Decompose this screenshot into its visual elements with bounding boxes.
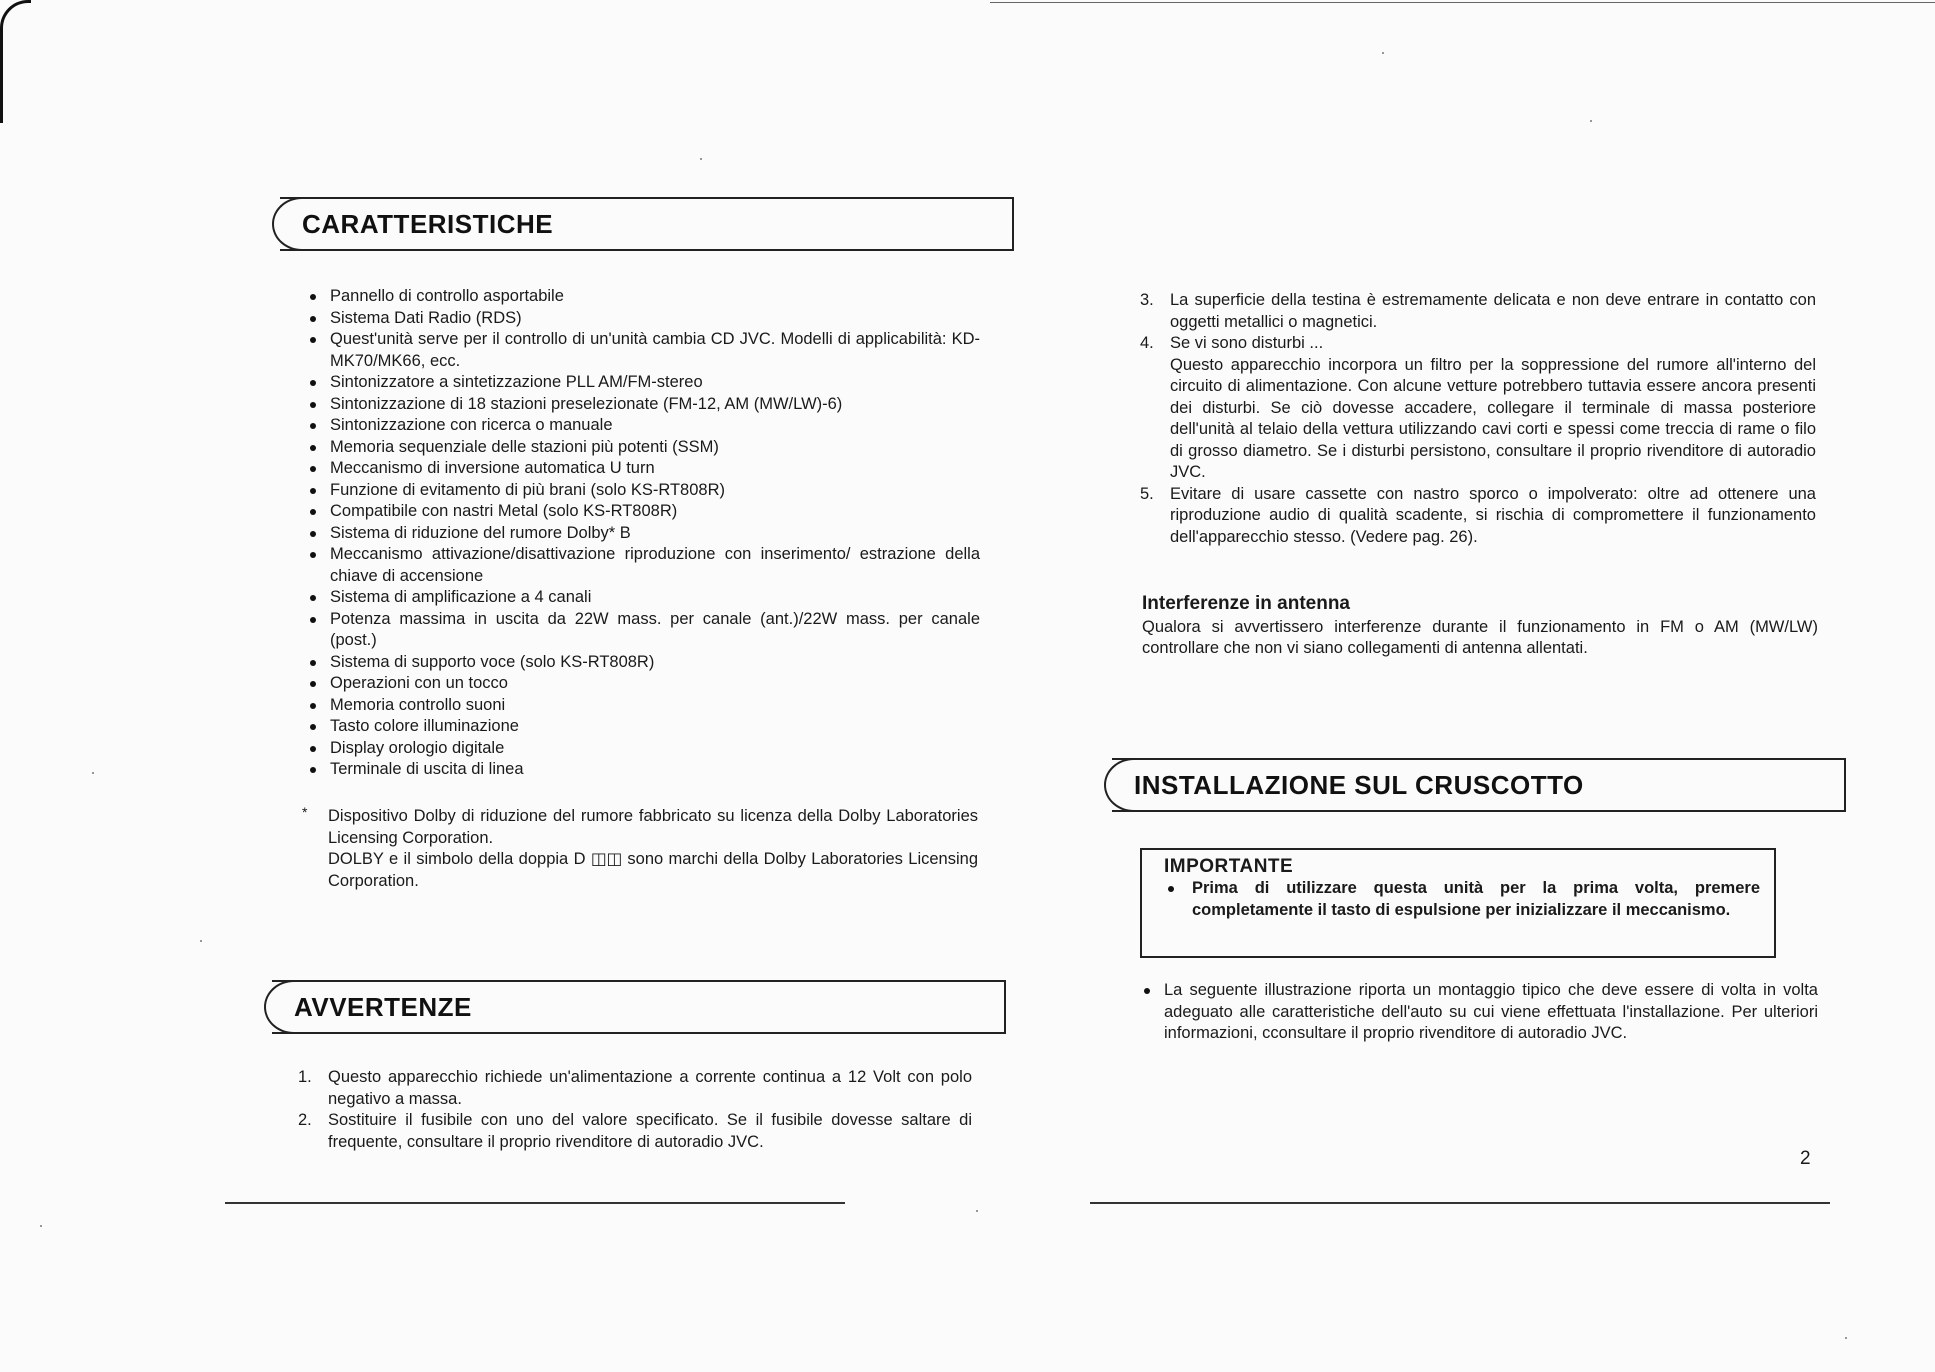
features-list [308,286,980,781]
warning-number: 5. [1140,484,1154,503]
warning-item [1140,290,1816,333]
important-text: Prima di utilizzare questa unità per la prima volta, premere completamente il tasto di espulsione per inizializzare il meccanismo. [1164,878,1760,921]
installation-note [1142,980,1818,1045]
interferenze-section [1142,593,1818,660]
feature-item: Sistema di amplificazione a 4 canali [308,587,980,609]
warnings-list-continued [1140,290,1816,548]
feature-item: Sintonizzazione con ricerca o manuale [308,415,980,437]
speck [92,772,94,774]
speck [1845,1337,1847,1339]
caratteristiche-header [280,197,1014,251]
important-title: IMPORTANTE [1164,856,1294,877]
feature-item: Meccanismo attivazione/disattivazione riproduzione con inserimento/ estrazione della chiave di accensione [308,544,980,587]
installation-bullet: La seguente illustrazione riporta un montaggio tipico che deve essere di volta in volta adeguato alle caratteristiche dell'auto su cui viene effettuata l'installazione. Per ulteriori informazioni, cconsultare il proprio rivenditore di autoradio JVC. [1142,980,1818,1045]
top-rule [990,2,1935,3]
feature-item: Memoria sequenziale delle stazioni più potenti (SSM) [308,437,980,459]
footnote-text: Dispositivo Dolby di riduzione del rumore fabbricato su licenza della Dolby Laboratories Licensing Corporation. [328,807,978,847]
warning-number: 2. [298,1111,312,1129]
feature-item: Terminale di uscita di linea [308,759,980,781]
footnote-star: * [302,804,308,820]
warning-item [298,1110,972,1153]
warnings-list [298,1067,972,1153]
feature-item: Sintonizzatore a sintetizzazione PLL AM/FM-stereo [308,372,980,394]
warning-number: 3. [1140,291,1154,309]
avvertenze-header [272,980,1006,1034]
warnings-list-container [298,1067,972,1153]
feature-item: Funzione di evitamento di più brani (solo KS-RT808R) [308,480,980,502]
feature-item: Memoria controllo suoni [308,695,980,717]
feature-item: Sistema di riduzione del rumore Dolby* B [308,523,980,545]
feature-item: Sistema Dati Radio (RDS) [308,308,980,330]
footnote-text-trademark: DOLBY e il simbolo della doppia D ◫◫ sono marchi della Dolby Laboratories Licensing Corporation. [328,850,978,890]
warning-number: 1. [298,1068,312,1086]
avvertenze-title: AVVERTENZE [294,992,472,1022]
feature-item: Operazioni con un tocco [308,673,980,695]
warning-text: Sostituire il fusibile con uno del valore specificato. Se il fusibile dovesse saltare di frequente, consultare il proprio rivenditore di autoradio JVC. [328,1111,972,1151]
warning-text: La superficie della testina è estremamente delicata e non deve entrare in contatto con oggetti metallici o magnetici. [1170,291,1816,331]
warning-text: Questo apparecchio richiede un'alimentazione a corrente continua a 12 Volt con polo negativo a massa. [328,1068,972,1108]
installazione-title: INSTALLAZIONE SUL CRUSCOTTO [1134,770,1584,800]
feature-item: Tasto colore illuminazione [308,716,980,738]
interferenze-text: Qualora si avvertissero interferenze durante il funzionamento in FM o AM (MW/LW) controllare che non vi siano collegamenti di antenna allentati. [1142,617,1818,657]
interferenze-heading: Interferenze in antenna [1142,593,1350,614]
important-box [1140,848,1776,958]
dolby-footnote [302,804,978,892]
warning-text: Se vi sono disturbi ... [1170,334,1324,352]
feature-item: Potenza massima in uscita da 22W mass. per canale (ant.)/22W mass. per canale (post.) [308,609,980,652]
speck [976,1210,978,1212]
warning-number: 4. [1140,334,1154,352]
speck [200,940,202,942]
feature-item: Compatibile con nastri Metal (solo KS-RT808R) [308,501,980,523]
warning-text-detail: Questo apparecchio incorpora un filtro per la soppressione del rumore all'interno del circuito di alimentazione. Con alcune vetture potrebbero tuttavia essere ancora presenti dei disturbi. Se ciò dovesse accadere, collegare il terminale di massa posteriore dell'unità al telaio della vettura utilizzando cavi corti e spessi come treccia di rame o filo di grosso diametro. Se i disturbi persistono, consultare il proprio rivenditore di autoradio JVC. [1170,355,1816,481]
feature-item: Meccanismo di inversione automatica U turn [308,458,980,480]
scan-edge-artifact [0,0,31,123]
warning-item [298,1067,972,1110]
warning-item [1140,333,1816,484]
installazione-header [1112,758,1846,812]
speck [1590,120,1592,122]
speck [40,1225,42,1227]
warnings-continued-container [1140,290,1816,548]
bottom-rule-right [1090,1202,1830,1204]
warning-item [1140,484,1816,549]
features-list-container [308,286,980,781]
feature-item: Display orologio digitale [308,738,980,760]
feature-item: Sistema di supporto voce (solo KS-RT808R) [308,652,980,674]
speck [700,158,702,160]
installation-bullets [1142,980,1818,1045]
warning-text: Evitare di usare cassette con nastro sporco o impolverato: oltre ad ottenere una riproduzione audio di qualità scadente, si rischia di compromettere il funzionamento dell'apparecchio stesso. (Vedere pag. 26). [1170,484,1816,546]
feature-item: Quest'unità serve per il controllo di un'unità cambia CD JVC. Modelli di applicabilità: KD-MK70/MK66, ecc. [308,329,980,372]
bottom-rule-left [225,1202,845,1204]
caratteristiche-title: CARATTERISTICHE [302,209,554,239]
page-number: 2 [1800,1148,1811,1169]
feature-item: Pannello di controllo asportabile [308,286,980,308]
feature-item: Sintonizzazione di 18 stazioni preselezionate (FM-12, AM (MW/LW)-6) [308,394,980,416]
speck [1382,52,1384,54]
